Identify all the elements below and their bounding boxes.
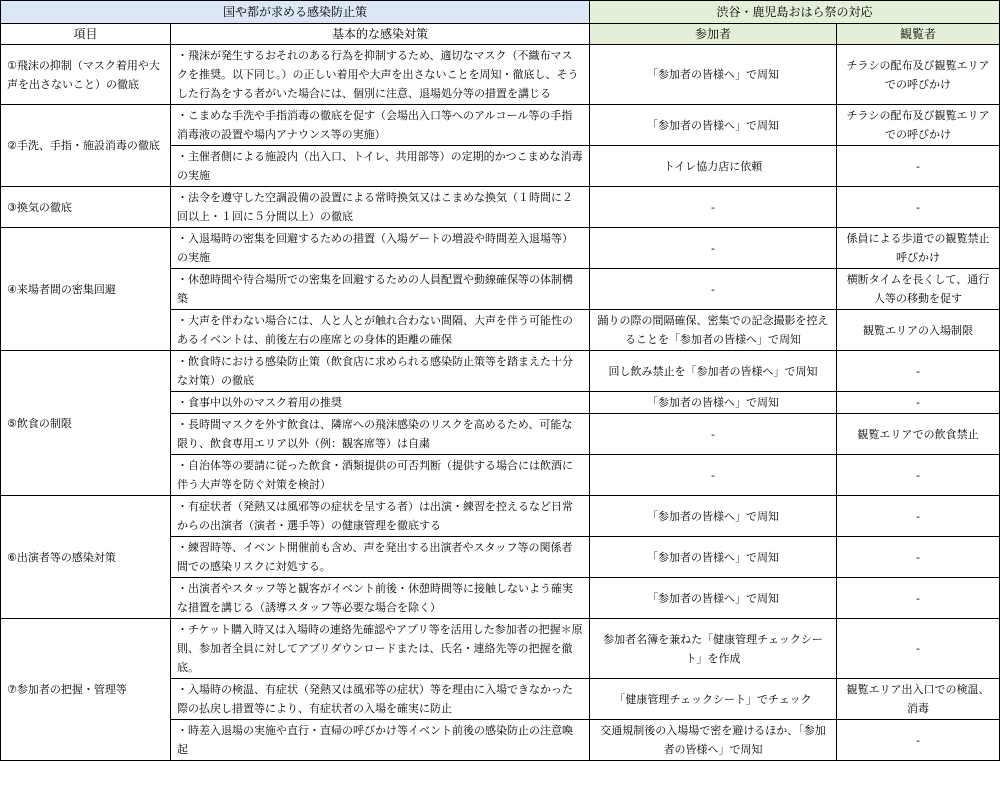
spectator-cell: -: [837, 351, 1000, 392]
item-cell: ⑦参加者の把握・管理等: [1, 619, 171, 761]
measure-cell: ・有症状者（発熱又は風邪等の症状を呈する者）は出演・練習を控えるなど日常からの出演者（演者・選手等）の健康管理を徹底する: [171, 496, 590, 537]
measure-cell: ・チケット購入時又は入場時の連絡先確認やアプリ等を活用した参加者の把握＊原則、参加者全員に対してアプリダウンロードまたは、氏名・連絡先等の把握を徹底。: [171, 619, 590, 679]
participant-cell: 参加者名簿を兼ねた「健康管理チェックシート」を作成: [590, 619, 837, 679]
item-cell: ④来場者間の密集回避: [1, 228, 171, 351]
table-row: [1, 187, 1000, 228]
participant-cell: トイレ協力店に依頼: [590, 146, 837, 187]
spectator-cell: 横断タイムを長くして、通行人等の移動を促す: [837, 269, 1000, 310]
header-row-sub: [1, 24, 1000, 45]
spectator-cell: -: [837, 146, 1000, 187]
header-item: 項目: [1, 24, 171, 45]
spectator-cell: -: [837, 187, 1000, 228]
participant-cell: 「参加者の皆様へ」で周知: [590, 392, 837, 414]
spectator-cell: 係員による歩道での観覧禁止呼びかけ: [837, 228, 1000, 269]
item-cell: ⑥出演者等の感染対策: [1, 496, 171, 619]
participant-cell: -: [590, 414, 837, 455]
spectator-cell: チラシの配布及び観覧エリアでの呼びかけ: [837, 105, 1000, 146]
header-gov-measures: 国や都が求める感染防止策: [1, 1, 590, 24]
table-row: [1, 351, 1000, 392]
measure-cell: ・自治体等の要請に従った飲食・酒類提供の可否判断（提供する場合には飲酒に伴う大声等を防ぐ対策を検討）: [171, 455, 590, 496]
spectator-cell: -: [837, 455, 1000, 496]
measure-cell: ・入退場時の密集を回避するための措置（入場ゲートの増設や時間差入退場等）の実施: [171, 228, 590, 269]
item-cell: ②手洗、手指・施設消毒の徹底: [1, 105, 171, 187]
measure-cell: ・出演者やスタッフ等と観客がイベント前後・休憩時間等に接触しないよう確実な措置を講じる（誘導スタッフ等必要な場合を除く）: [171, 578, 590, 619]
measure-cell: ・時差入退場の実施や直行・直帰の呼びかけ等イベント前後の感染防止の注意喚起: [171, 720, 590, 761]
spectator-cell: チラシの配布及び観覧エリアでの呼びかけ: [837, 45, 1000, 105]
table-row: [1, 45, 1000, 105]
measure-cell: ・食事中以外のマスク着用の推奨: [171, 392, 590, 414]
measure-cell: ・飛沫が発生するおそれのある行為を抑制するため、適切なマスク（不織布マスクを推奨。以下同じ。）の正しい着用や大声を出さないことを周知・徹底し、そうした行為をする者がいた場合には、個別に注意、退場処分等の措置を講じる: [171, 45, 590, 105]
header-event-response: 渋谷・鹿児島おはら祭の対応: [590, 1, 1000, 24]
spectator-cell: -: [837, 578, 1000, 619]
participant-cell: -: [590, 228, 837, 269]
participant-cell: -: [590, 455, 837, 496]
table-row: [1, 496, 1000, 537]
spectator-cell: 観覧エリア出入口での検温、消毒: [837, 679, 1000, 720]
measure-cell: ・主催者側による施設内（出入口、トイレ、共用部等）の定期的かつこまめな消毒の実施: [171, 146, 590, 187]
table-row: [1, 105, 1000, 146]
spectator-cell: 観覧エリアの入場制限: [837, 310, 1000, 351]
measure-cell: ・休憩時間や待合場所での密集を回避するための人員配置や動線確保等の体制構築: [171, 269, 590, 310]
participant-cell: 回し飲み禁止を「参加者の皆様へ」で周知: [590, 351, 837, 392]
spectator-cell: -: [837, 496, 1000, 537]
header-participant: 参加者: [590, 24, 837, 45]
measure-cell: ・法令を遵守した空調設備の設置による常時換気又はこまめな換気（１時間に２回以上・１回に５分間以上）の徹底: [171, 187, 590, 228]
measure-cell: ・長時間マスクを外す飲食は、隣席への飛沫感染のリスクを高めるため、可能な限り、飲食専用エリア以外（例：観客席等）は自粛: [171, 414, 590, 455]
measure-cell: ・練習時等、イベント開催前も含め、声を発出する出演者やスタッフ等の関係者間での感染リスクに対処する。: [171, 537, 590, 578]
header-row-top: [1, 1, 1000, 24]
participant-cell: 「参加者の皆様へ」で周知: [590, 496, 837, 537]
participant-cell: 「参加者の皆様へ」で周知: [590, 45, 837, 105]
participant-cell: 「参加者の皆様へ」で周知: [590, 105, 837, 146]
header-spectator: 観覧者: [837, 24, 1000, 45]
spectator-cell: -: [837, 537, 1000, 578]
item-cell: ①飛沫の抑制（マスク着用や大声を出さないこと）の徹底: [1, 45, 171, 105]
table-row: [1, 619, 1000, 679]
measure-cell: ・飲食時における感染防止策（飲食店に求められる感染防止策等を踏まえた十分な対策）の徹底: [171, 351, 590, 392]
participant-cell: 「健康管理チェックシート」でチェック: [590, 679, 837, 720]
spectator-cell: 観覧エリアでの飲食禁止: [837, 414, 1000, 455]
participant-cell: 「参加者の皆様へ」で周知: [590, 578, 837, 619]
item-cell: ③換気の徹底: [1, 187, 171, 228]
participant-cell: -: [590, 269, 837, 310]
participant-cell: 「参加者の皆様へ」で周知: [590, 537, 837, 578]
participant-cell: -: [590, 187, 837, 228]
table-row: [1, 228, 1000, 269]
item-cell: ⑤飲食の制限: [1, 351, 171, 496]
header-basic-measures: 基本的な感染対策: [171, 24, 590, 45]
measure-cell: ・入場時の検温、有症状（発熱又は風邪等の症状）等を理由に入場できなかった際の払戻し措置等により、有症状者の入場を確実に防止: [171, 679, 590, 720]
measure-cell: ・大声を伴わない場合には、人と人とが触れ合わない間隔、大声を伴う可能性のあるイベントは、前後左右の座席との身体的距離の確保: [171, 310, 590, 351]
spectator-cell: -: [837, 392, 1000, 414]
spectator-cell: -: [837, 619, 1000, 679]
measure-cell: ・こまめな手洗や手指消毒の徹底を促す（会場出入口等へのアルコール等の手指消毒液の設置や場内アナウンス等の実施）: [171, 105, 590, 146]
spectator-cell: -: [837, 720, 1000, 761]
participant-cell: 踊りの際の間隔確保、密集での記念撮影を控えることを「参加者の皆様へ」で周知: [590, 310, 837, 351]
participant-cell: 交通規制後の入場場で密を避けるほか、「参加者の皆様へ」で周知: [590, 720, 837, 761]
